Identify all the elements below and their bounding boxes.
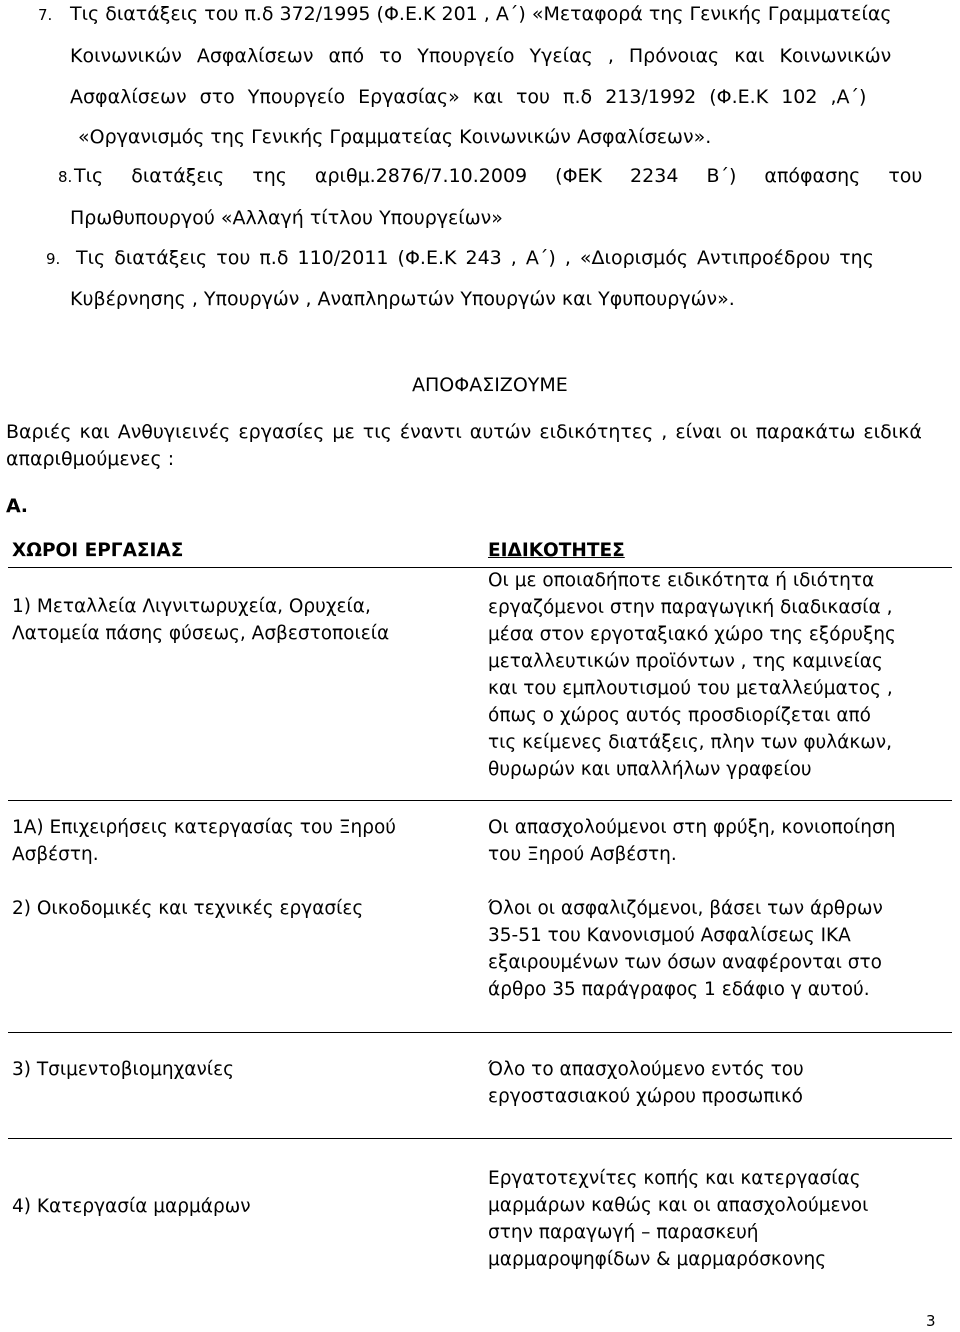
cell-line: τις κείμενες διατάξεις, πλην των φυλάκων, xyxy=(488,732,892,753)
cell-line: Οι απασχολούμενοι στη φρύξη, κονιοποίηση xyxy=(488,817,896,838)
cell-line: 2) Οικοδομικές και τεχνικές εργασίες xyxy=(12,898,364,919)
clause-line: Τις διατάξεις της αριθμ.2876/7.10.2009 (ΦΕΚ 2234 Β΄) απόφασης του xyxy=(74,165,923,187)
clause-number: 7. xyxy=(38,6,53,24)
clause-number: 8. xyxy=(58,168,73,186)
cell-line: εργαζόμενοι στην παραγωγική διαδικασία , xyxy=(488,597,893,618)
clause-line: Πρωθυπουργού «Αλλαγή τίτλου Υπουργείων» xyxy=(70,207,503,229)
cell-line: 3) Τσιμεντοβιομηχανίες xyxy=(12,1059,234,1080)
decision-heading: ΑΠΟΦΑΣΙΖΟΥΜΕ xyxy=(412,374,568,396)
cell-line: Όλο το απασχολούμενο εντός του xyxy=(488,1059,804,1080)
intro-line: Βαριές και Ανθυγιεινές εργασίες με τις έναντι αυτών ειδικότητες , είναι οι παρακάτω ειδικά xyxy=(6,421,922,443)
section-label: Α. xyxy=(6,495,28,517)
cell-line: Εργατοτεχνίτες κοπής και κατεργασίας xyxy=(488,1168,861,1189)
col-header-specialties: ΕΙΔΙΚΟΤΗΤΕΣ xyxy=(488,540,625,561)
cell-line: και του εμπλουτισμού του μεταλλεύματος , xyxy=(488,678,893,699)
cell-line: Οι με οποιαδήποτε ειδικότητα ή ιδιότητα xyxy=(488,570,875,591)
cell-line: θυρωρών και υπαλλήλων γραφείου xyxy=(488,759,812,780)
cell-line: του Ξηρού Ασβέστη. xyxy=(488,844,677,865)
clause-line: Τις διατάξεις του π.δ 372/1995 (Φ.Ε.Κ 201 , Α΄) «Μεταφορά της Γενικής Γραμματείας xyxy=(70,3,892,25)
divider xyxy=(8,800,952,801)
table-row-place xyxy=(12,1193,251,1220)
cell-line: 1Α) Επιχειρήσεις κατεργασίας του Ξηρού xyxy=(12,817,397,838)
clause-line: Τις διατάξεις του π.δ 110/2011 (Φ.Ε.Κ 243 , Α΄) , «Διορισμός Αντιπροέδρου της xyxy=(76,247,874,269)
cell-line: μέσα στον εργοταξιακό χώρο της εξόρυξης xyxy=(488,624,896,645)
col-header-workplaces: ΧΩΡΟΙ ΕΡΓΑΣΙΑΣ xyxy=(12,540,184,561)
divider xyxy=(8,1032,952,1033)
cell-line: στην παραγωγή – παρασκευή xyxy=(488,1222,759,1243)
cell-line: Ασβέστη. xyxy=(12,844,99,865)
table-row-spec xyxy=(488,1165,868,1273)
table-row-place xyxy=(12,593,389,647)
clause-line: Ασφαλίσεων στο Υπουργείο Εργασίας» και του π.δ 213/1992 (Φ.Ε.Κ 102 ,Α΄) xyxy=(70,86,867,108)
cell-line: 4) Κατεργασία μαρμάρων xyxy=(12,1196,251,1217)
intro-line: απαριθμούμενες : xyxy=(6,448,175,470)
table-row-spec xyxy=(488,567,896,783)
table-row-place xyxy=(12,814,396,868)
cell-line: μαρμάρων καθώς και οι απασχολούμενοι xyxy=(488,1195,869,1216)
cell-line: όπως ο χώρος αυτός προσδιορίζεται από xyxy=(488,705,871,726)
cell-line: μεταλλευτικών προϊόντων , της καμινείας xyxy=(488,651,883,672)
table-row-place xyxy=(12,895,363,922)
cell-line: Όλοι οι ασφαλιζόμενοι, βάσει των άρθρων xyxy=(488,898,883,919)
cell-line: εργοστασιακού χώρου προσωπικό xyxy=(488,1086,803,1107)
cell-line: άρθρο 35 παράγραφος 1 εδάφιο γ αυτού. xyxy=(488,979,870,1000)
table-row-spec xyxy=(488,814,895,868)
page-number: 3 xyxy=(926,1312,936,1330)
clause-line: Κυβέρνησης , Υπουργών , Αναπληρωτών Υπουργών και Υφυπουργών». xyxy=(70,288,735,310)
clause-number: 9. xyxy=(46,250,61,268)
table-row-spec xyxy=(488,1056,804,1110)
cell-line: 1) Μεταλλεία Λιγνιτωρυχεία, Ορυχεία, xyxy=(12,596,371,617)
cell-line: 35-51 του Κανονισμού Ασφαλίσεως ΙΚΑ xyxy=(488,925,851,946)
clause-line: «Οργανισμός της Γενικής Γραμματείας Κοινωνικών Ασφαλίσεων». xyxy=(78,126,712,148)
table-row-spec xyxy=(488,895,883,1003)
cell-line: μαρμαροψηφίδων & μαρμαρόσκονης xyxy=(488,1249,827,1270)
cell-line: Λατομεία πάσης φύσεως, Ασβεστοποιεία xyxy=(12,623,390,644)
divider xyxy=(8,1138,952,1139)
clause-line: Κοινωνικών Ασφαλίσεων από το Υπουργείο Υγείας , Πρόνοιας και Κοινωνικών xyxy=(70,45,892,67)
table-row-place xyxy=(12,1056,234,1083)
cell-line: εξαιρουμένων των όσων αναφέρονται στο xyxy=(488,952,882,973)
